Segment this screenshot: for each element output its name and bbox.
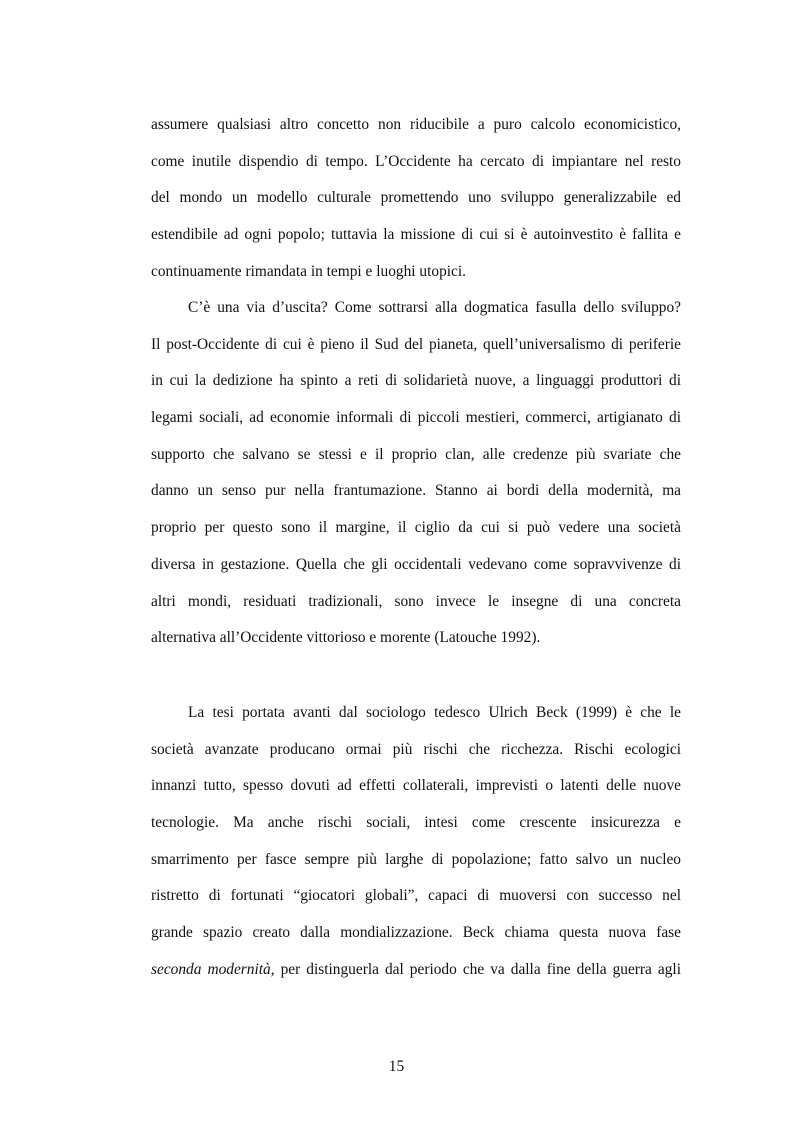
text-span: , per distinguerla dal periodo che va dalla fine della guerra agli	[270, 960, 681, 978]
text-line: altri mondi, residuati tradizionali, sono invece le insegne di una concreta	[151, 592, 681, 610]
text-line: continuamente rimandata in tempi e luoghi utopici.	[151, 262, 466, 280]
paragraph-1	[151, 115, 681, 298]
text-line: La tesi portata avanti dal sociologo tedesco Ulrich Beck (1999) è che le	[188, 704, 681, 721]
text-line: alternativa all’Occidente vittorioso e morente (Latouche 1992).	[151, 629, 541, 647]
text-line: estendibile ad ogni popolo; tuttavia la missione di cui si è autoinvestito è fallita e	[151, 226, 681, 244]
text-line: supporto che salvano se stessi e il proprio clan, alle credenze più svariate che	[151, 445, 681, 463]
text-line: danno un senso pur nella frantumazione. Stanno ai bordi della modernità, ma	[151, 482, 681, 500]
text-line: smarrimento per fasce sempre più larghe di popolazione; fatto salvo un nucleo	[151, 850, 681, 868]
text-line: proprio per questo sono il margine, il ciglio da cui si può vedere una società	[151, 519, 681, 537]
paragraph-3	[151, 703, 681, 997]
text-line: assumere qualsiasi altro concetto non riducibile a puro calcolo economicistico,	[151, 116, 681, 133]
paragraph-2	[151, 298, 681, 665]
italic-term: seconda modernità	[151, 960, 271, 978]
text-line: innanzi tutto, spesso dovuti ad effetti collaterali, imprevisti o latenti delle nuove	[151, 777, 681, 795]
text-line: del mondo un modello culturale promettendo uno sviluppo generalizzabile ed	[151, 189, 681, 207]
text-line: Il post-Occidente di cui è pieno il Sud del pianeta, quell’universalismo di periferie	[151, 335, 681, 353]
text-line: grande spazio creato dalla mondializzazione. Beck chiama questa nuova fase	[151, 924, 681, 942]
text-line-mixed	[151, 960, 681, 997]
text-line: come inutile dispendio di tempo. L’Occidente ha cercato di impiantare nel resto	[151, 152, 681, 170]
text-line: legami sociali, ad economie informali di piccoli mestieri, commerci, artigianato di	[151, 409, 681, 427]
text-line: diversa in gestazione. Quella che gli occidentali vedevano come sopravvivenze di	[151, 555, 681, 573]
page-number: 15	[388, 1058, 405, 1075]
text-line: tecnologie. Ma anche rischi sociali, intesi come crescente insicurezza e	[151, 814, 681, 832]
text-line: società avanzate producano ormai più rischi che ricchezza. Rischi ecologici	[151, 740, 681, 758]
text-line: ristretto di fortunati “giocatori globali”, capaci di muoversi con successo nel	[151, 887, 681, 905]
text-line: C’è una via d’uscita? Come sottrarsi alla dogmatica fasulla dello sviluppo?	[188, 299, 681, 316]
text-line: in cui la dedizione ha spinto a reti di solidarietà nuove, a linguaggi produttori di	[151, 372, 681, 390]
